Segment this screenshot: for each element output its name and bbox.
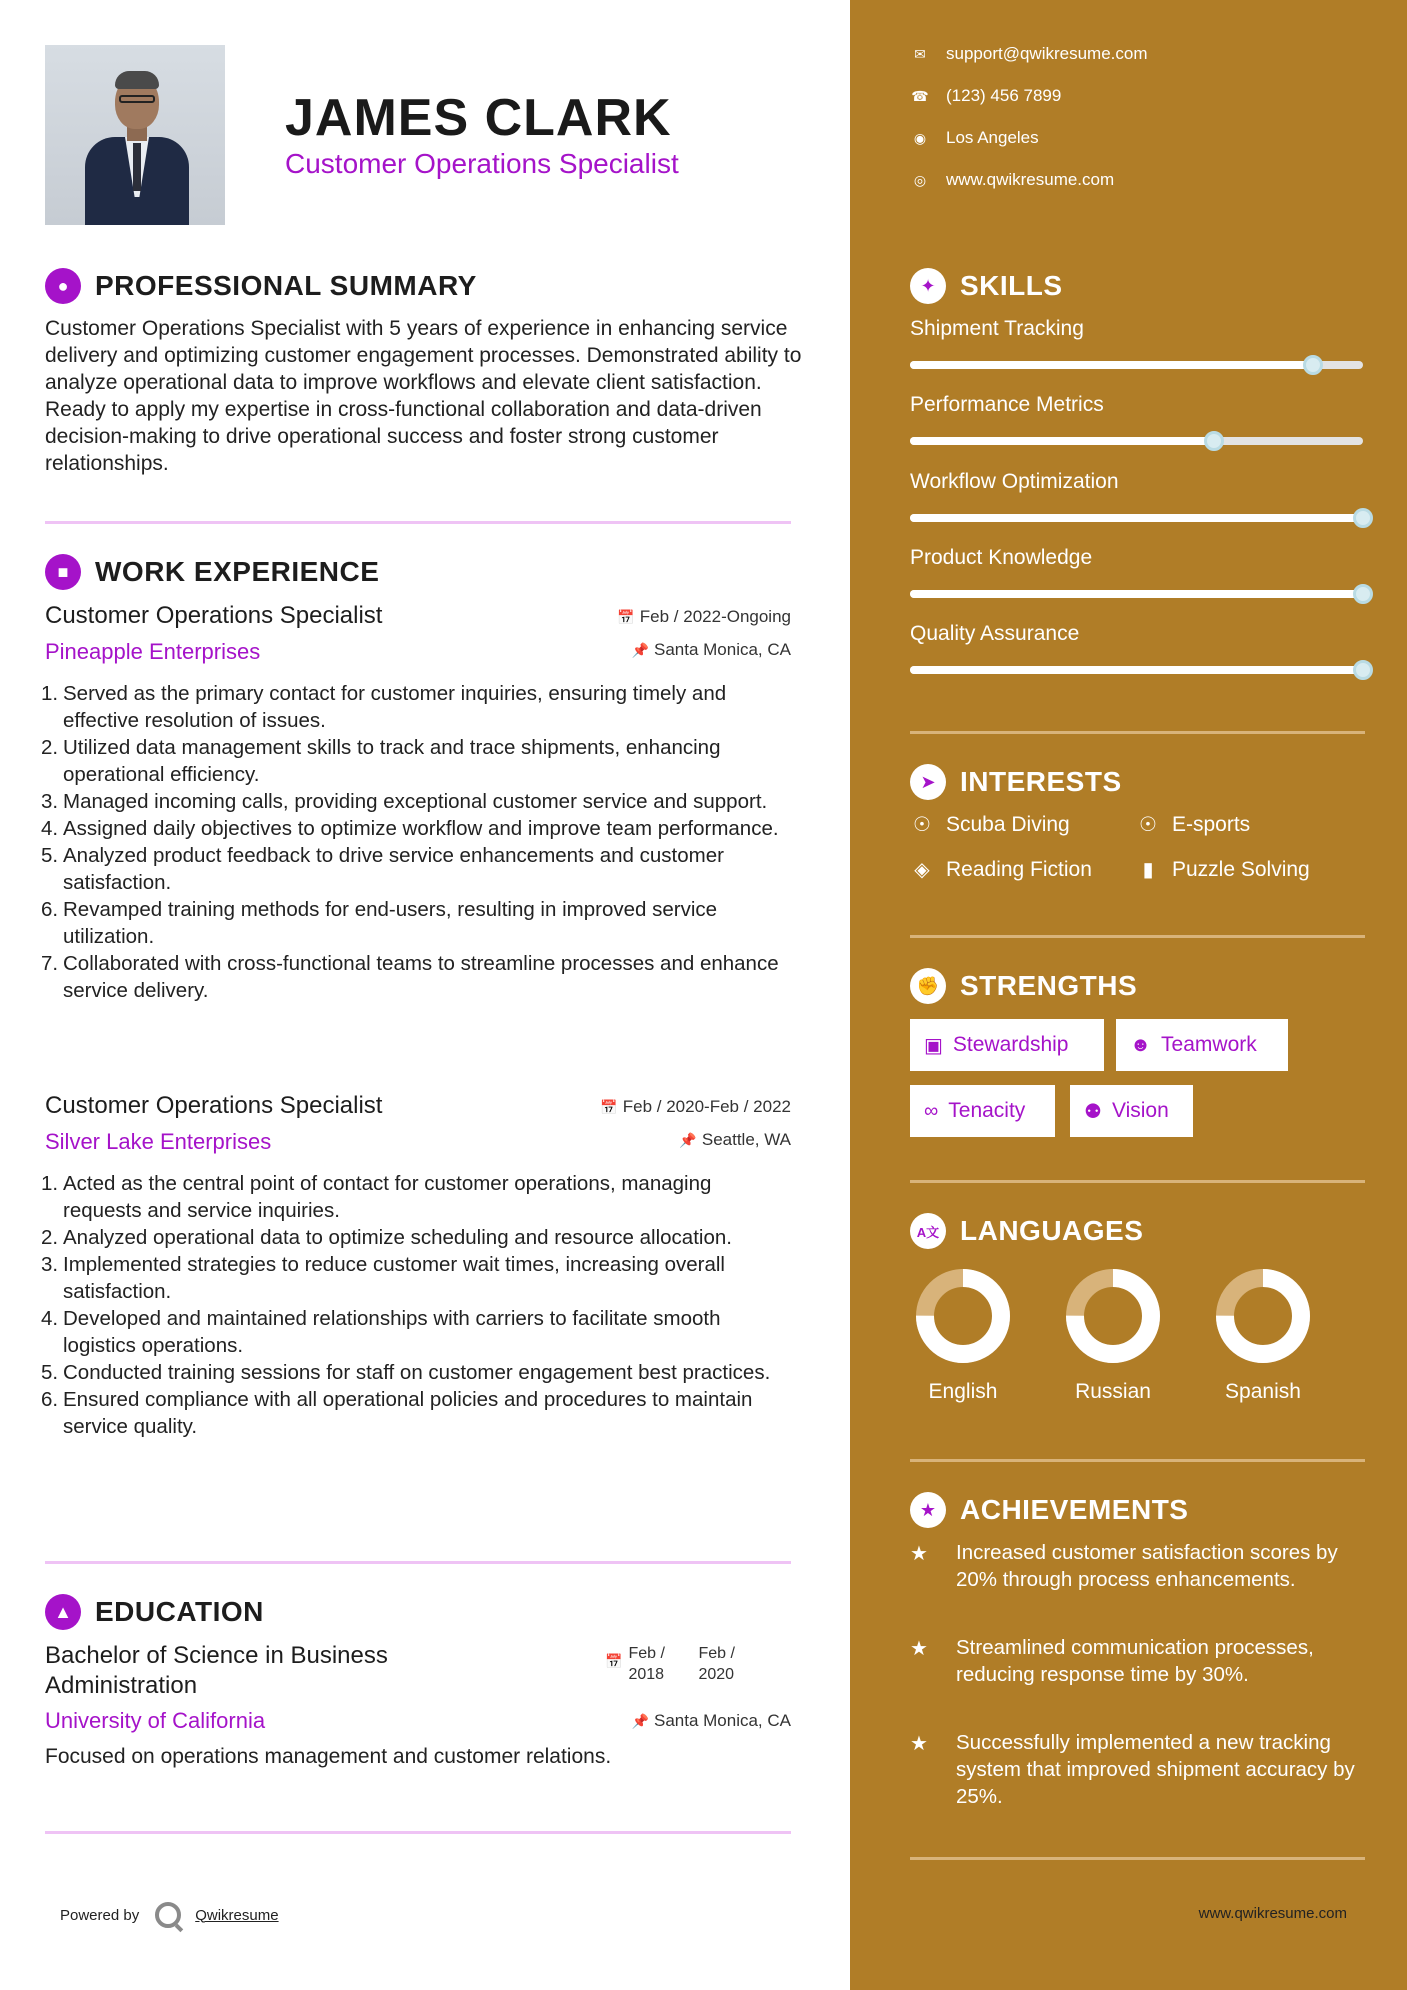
job-location: 📌 Santa Monica, CA xyxy=(631,640,791,659)
powered-by: Powered by Qwikresume xyxy=(60,1902,279,1928)
interests-heading: ➤ INTERESTS xyxy=(910,764,1122,800)
job-entry xyxy=(41,602,791,1004)
divider xyxy=(910,935,1365,938)
list-item: 3. Implemented strategies to reduce customer wait times, increasing overall satisfaction. xyxy=(41,1253,725,1303)
edu-dates: 📅 Feb / 2018 Feb / 2020 xyxy=(605,1645,735,1683)
location-pin-icon: ◉ xyxy=(913,129,927,146)
calendar-icon: 📅 xyxy=(605,1653,623,1669)
skill-bar xyxy=(910,514,1363,522)
skill-knob xyxy=(1353,508,1373,528)
candidate-name: JAMES CLARK xyxy=(285,89,672,147)
job-company: Pineapple Enterprises xyxy=(45,639,261,664)
summary-heading: ● PROFESSIONAL SUMMARY xyxy=(45,268,477,304)
shooting-star-icon: ★ xyxy=(910,1733,928,1755)
experience-heading: ■ WORK EXPERIENCE xyxy=(45,554,379,590)
strength-badge: ∞ Tenacity xyxy=(910,1085,1055,1137)
skill-name: Performance Metrics xyxy=(910,393,1104,416)
edu-location: 📌 Santa Monica, CA xyxy=(631,1711,791,1730)
skill-name: Product Knowledge xyxy=(910,546,1093,569)
strength-badge: ⚉ Vision xyxy=(1070,1085,1193,1137)
contact-location: ◉ Los Angeles xyxy=(910,128,1039,148)
language-item xyxy=(1208,1266,1318,1404)
strength-badge: ▣ Stewardship xyxy=(910,1019,1104,1071)
list-item: 5. Analyzed product feedback to drive service enhancements and customer satisfaction. xyxy=(41,844,724,894)
list-item: 1. Served as the primary contact for customer inquiries, ensuring timely and effective resolution of issues. xyxy=(41,682,727,732)
list-item: 2. Analyzed operational data to optimize scheduling and resource allocation. xyxy=(41,1226,732,1249)
list-item: 3. Managed incoming calls, providing exceptional customer service and support. xyxy=(41,790,768,813)
job-title: Customer Operations Specialist xyxy=(45,1092,383,1119)
phone-icon: ☎ xyxy=(911,87,929,104)
chair-icon: ■ xyxy=(45,554,81,590)
achievements-heading: ★ ACHIEVEMENTS xyxy=(910,1492,1188,1528)
skill-bar xyxy=(910,666,1363,674)
edu-description: Focused on operations management and customer relations. xyxy=(45,1745,612,1768)
list-item: 5. Conducted training sessions for staff on customer engagement best practices. xyxy=(41,1361,771,1384)
skill-knob xyxy=(1353,584,1373,604)
language-item xyxy=(908,1266,1018,1404)
skill-item xyxy=(910,470,1365,522)
language-donut xyxy=(913,1266,1013,1366)
divider xyxy=(45,1831,791,1834)
skill-knob xyxy=(1353,660,1373,680)
summary-text: Customer Operations Specialist with 5 years of experience in enhancing service delivery and optimizing customer engagement processes. Demonstrated ability to analyze operational data to improve workflows and elevate client satisfaction. Ready to apply my expertise in cross-functional collaboration and data-driven decision-making to drive operational success and foster strong customer relationships. xyxy=(45,317,802,475)
users-icon: ☻ xyxy=(1130,1033,1152,1056)
globe-icon: ◎ xyxy=(913,171,927,188)
pin-icon: 📌 xyxy=(679,1132,697,1148)
skill-knob xyxy=(1204,431,1224,451)
lightbulb-icon: ✦ xyxy=(910,268,946,304)
list-item: 6. Revamped training methods for end-users, resulting in improved service utilization. xyxy=(41,898,718,948)
divider xyxy=(910,1459,1365,1462)
calendar-icon: 📅 xyxy=(617,609,635,625)
qwikresume-link[interactable]: Qwikresume xyxy=(195,1906,279,1924)
language-name: Russian xyxy=(1075,1380,1151,1403)
language-donut xyxy=(1213,1266,1313,1366)
sidebar xyxy=(850,0,1407,1990)
fist-icon: ✊ xyxy=(910,968,946,1004)
contact-website[interactable]: ◎ www.qwikresume.com xyxy=(910,170,1114,190)
list-item: 4. Assigned daily objectives to optimize workflow and improve team performance. xyxy=(41,817,779,840)
skill-bar xyxy=(910,437,1363,445)
skill-item xyxy=(910,622,1365,674)
job-entry xyxy=(41,1092,791,1440)
skill-name: Workflow Optimization xyxy=(910,470,1119,493)
skills-heading: ✦ SKILLS xyxy=(910,268,1063,304)
education-heading: ▲ EDUCATION xyxy=(45,1594,264,1630)
interest-item: ☉ Scuba Diving xyxy=(910,812,1070,837)
skill-name: Shipment Tracking xyxy=(910,317,1084,340)
list-item: 2. Utilized data management skills to track and trace shipments, enhancing operational efficiency. xyxy=(41,736,721,786)
job-location: 📌 Seattle, WA xyxy=(679,1130,791,1149)
qwikresume-logo-icon xyxy=(155,1902,181,1928)
job-title: Customer Operations Specialist xyxy=(45,602,383,629)
language-item xyxy=(1058,1266,1168,1404)
translate-icon: A文 xyxy=(910,1213,946,1249)
contact-email[interactable]: ✉ support@qwikresume.com xyxy=(910,44,1148,64)
interest-item: ▮ Puzzle Solving xyxy=(1136,857,1310,882)
divider xyxy=(45,1561,791,1564)
achievement-item: ★ Increased customer satisfaction scores by 20% through process enhancements. xyxy=(910,1541,1338,1591)
interest-item: ◈ Reading Fiction xyxy=(910,857,1092,882)
binoculars-icon: ⚉ xyxy=(1084,1100,1102,1123)
interest-item: ☉ E-sports xyxy=(1136,812,1250,837)
user-icon: ● xyxy=(45,268,81,304)
gamepad-icon: ◈ xyxy=(914,859,930,881)
briefcase-icon: ▣ xyxy=(924,1034,943,1057)
candidate-title: Customer Operations Specialist xyxy=(285,148,679,179)
graduate-icon: ▲ xyxy=(45,1594,81,1630)
job-date: 📅 Feb / 2020-Feb / 2022 xyxy=(600,1097,791,1116)
achievement-item: ★ Successfully implemented a new tracking system that improved shipment accuracy by 25%. xyxy=(910,1731,1355,1808)
paper-plane-icon: ➤ xyxy=(910,764,946,800)
lifebuoy-icon: ☉ xyxy=(1139,814,1157,836)
profile-photo xyxy=(45,45,225,225)
list-item: 1. Acted as the central point of contact for customer operations, managing requests and service inquiries. xyxy=(41,1172,712,1222)
lifebuoy-icon: ☉ xyxy=(913,814,931,836)
shooting-star-icon: ★ xyxy=(910,1543,928,1565)
envelope-icon: ✉ xyxy=(914,45,926,62)
divider xyxy=(910,731,1365,734)
pin-icon: 📌 xyxy=(631,1713,649,1729)
job-company: Silver Lake Enterprises xyxy=(45,1129,272,1154)
footer-website[interactable]: www.qwikresume.com xyxy=(1198,1905,1347,1922)
edu-degree: Bachelor of Science in Business Administration xyxy=(45,1642,388,1699)
skill-item xyxy=(910,546,1365,598)
edu-school: University of California xyxy=(45,1708,266,1733)
contact-phone[interactable]: ☎ (123) 456 7899 xyxy=(911,86,1062,105)
list-item: 6. Ensured compliance with all operational policies and procedures to maintain service quality. xyxy=(41,1388,753,1438)
achievement-item: ★ Streamlined communication processes, reducing response time by 30%. xyxy=(910,1636,1314,1686)
language-name: English xyxy=(928,1380,998,1403)
skill-bar xyxy=(910,590,1363,598)
star-badge-icon: ★ xyxy=(910,1492,946,1528)
job-bullets xyxy=(41,1170,791,1440)
calendar-icon: 📅 xyxy=(600,1099,618,1115)
shooting-star-icon: ★ xyxy=(910,1638,928,1660)
divider xyxy=(910,1180,1365,1183)
skill-bar xyxy=(910,361,1363,369)
book-icon: ▮ xyxy=(1142,859,1154,881)
language-donut xyxy=(1063,1266,1163,1366)
skill-knob xyxy=(1303,355,1323,375)
skill-item xyxy=(910,317,1365,369)
link-icon: ∞ xyxy=(924,1099,939,1122)
languages-heading: A文 LANGUAGES xyxy=(910,1213,1143,1249)
list-item: 4. Developed and maintained relationships with carriers to facilitate smooth logistics operations. xyxy=(41,1307,721,1357)
divider xyxy=(45,521,791,524)
pin-icon: 📌 xyxy=(631,642,649,658)
skill-name: Quality Assurance xyxy=(910,622,1080,645)
job-bullets xyxy=(41,680,791,1004)
list-item: 7. Collaborated with cross-functional teams to streamline processes and enhance service delivery. xyxy=(41,952,779,1002)
strength-badge: ☻ Teamwork xyxy=(1116,1019,1288,1071)
divider xyxy=(910,1857,1365,1860)
strengths-heading: ✊ STRENGTHS xyxy=(910,968,1137,1004)
job-date: 📅 Feb / 2022-Ongoing xyxy=(617,607,791,626)
language-name: Spanish xyxy=(1225,1380,1301,1403)
skill-item xyxy=(910,393,1365,445)
